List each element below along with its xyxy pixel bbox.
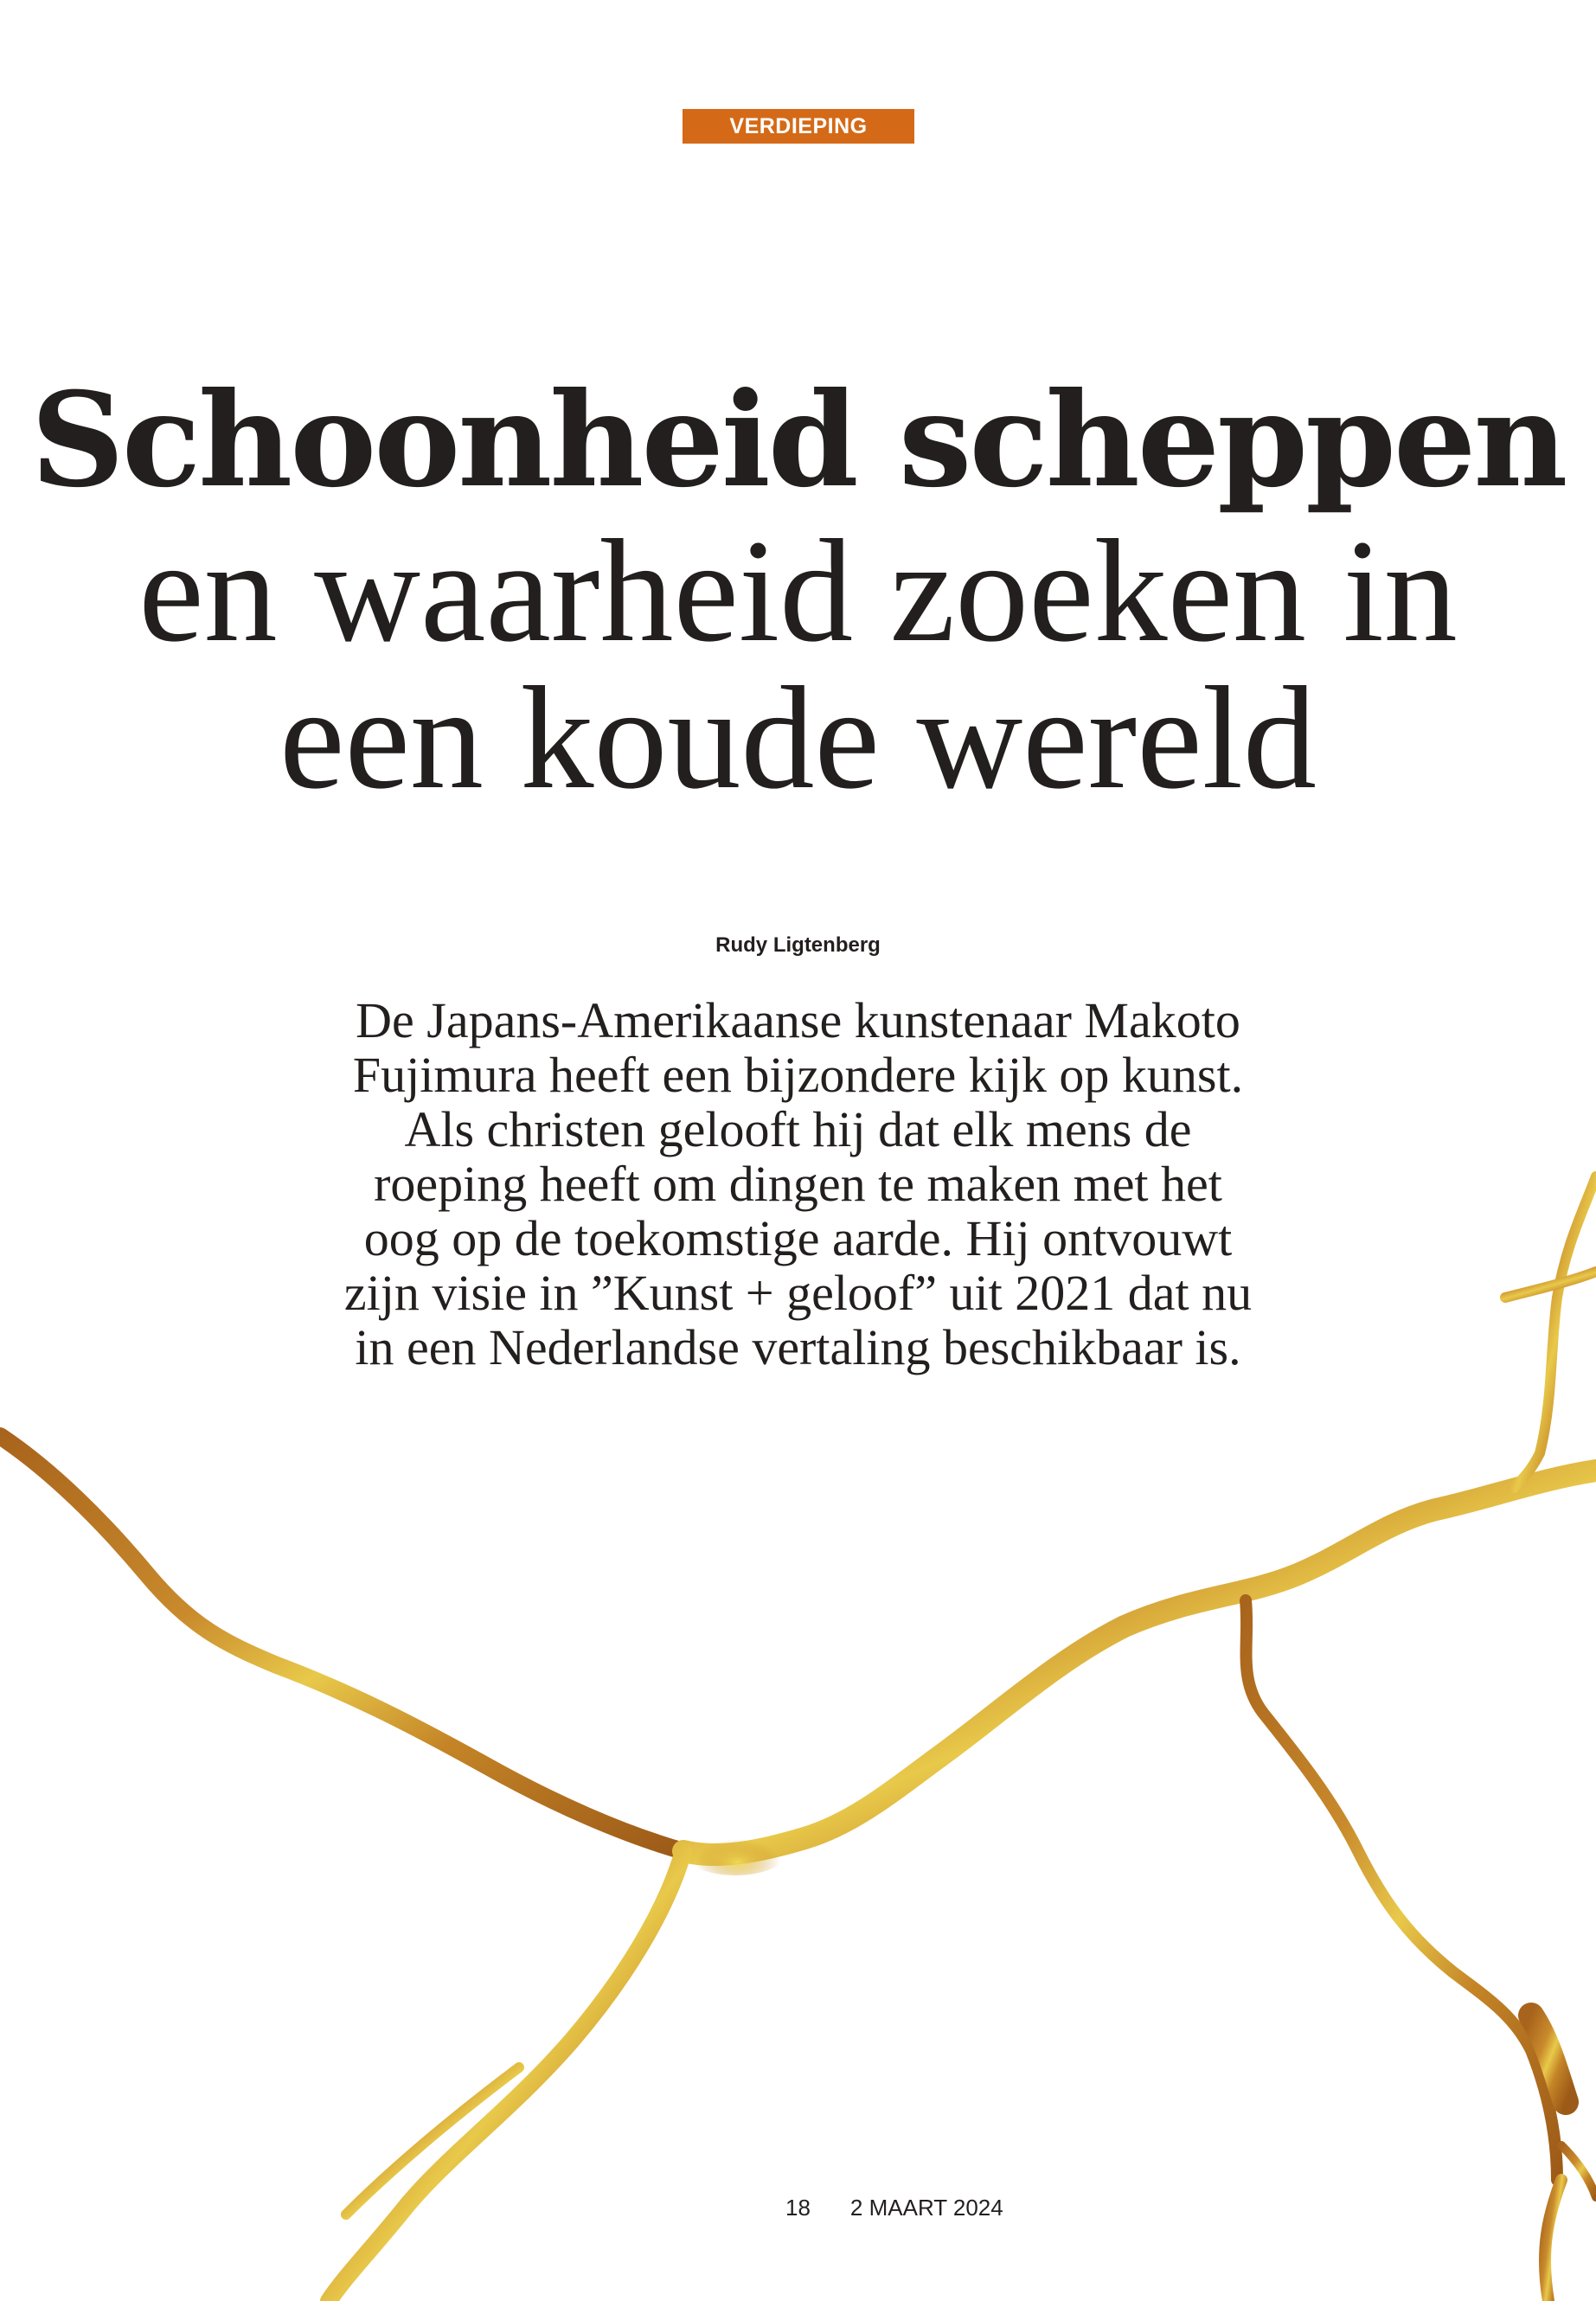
intro-line: roeping heeft om dingen te maken met het bbox=[374, 1156, 1222, 1212]
headline-light-line-1: en waarheid zoeken in bbox=[138, 510, 1458, 672]
intro-line: zijn visie in ”Kunst + geloof” uit 2021 dat nu bbox=[343, 1265, 1253, 1321]
intro-line: Fujimura heeft een bijzondere kijk op kunst. bbox=[352, 1047, 1244, 1103]
headline-bold-line: Schoonheid scheppen bbox=[30, 364, 1566, 516]
page-footer bbox=[785, 2194, 1003, 2221]
headline bbox=[0, 363, 1596, 819]
intro-line: in een Nederlandse vertaling beschikbaar is. bbox=[355, 1319, 1241, 1375]
intro-line: De Japans-Amerikaanse kunstenaar Makoto bbox=[356, 992, 1240, 1048]
issue-date: 2 MAART 2024 bbox=[849, 2195, 1003, 2221]
intro-line: Als christen gelooft hij dat elk mens de bbox=[404, 1101, 1192, 1157]
section-tag: VERDIEPING bbox=[683, 109, 914, 144]
headline-light-line-2: een koude wereld bbox=[279, 657, 1317, 819]
intro-paragraph bbox=[285, 993, 1311, 1375]
intro-line: oog op de toekomstige aarde. Hij ontvouwt bbox=[363, 1210, 1233, 1266]
byline: Rudy Ligtenberg bbox=[715, 933, 881, 957]
page-number: 18 bbox=[785, 2195, 811, 2221]
